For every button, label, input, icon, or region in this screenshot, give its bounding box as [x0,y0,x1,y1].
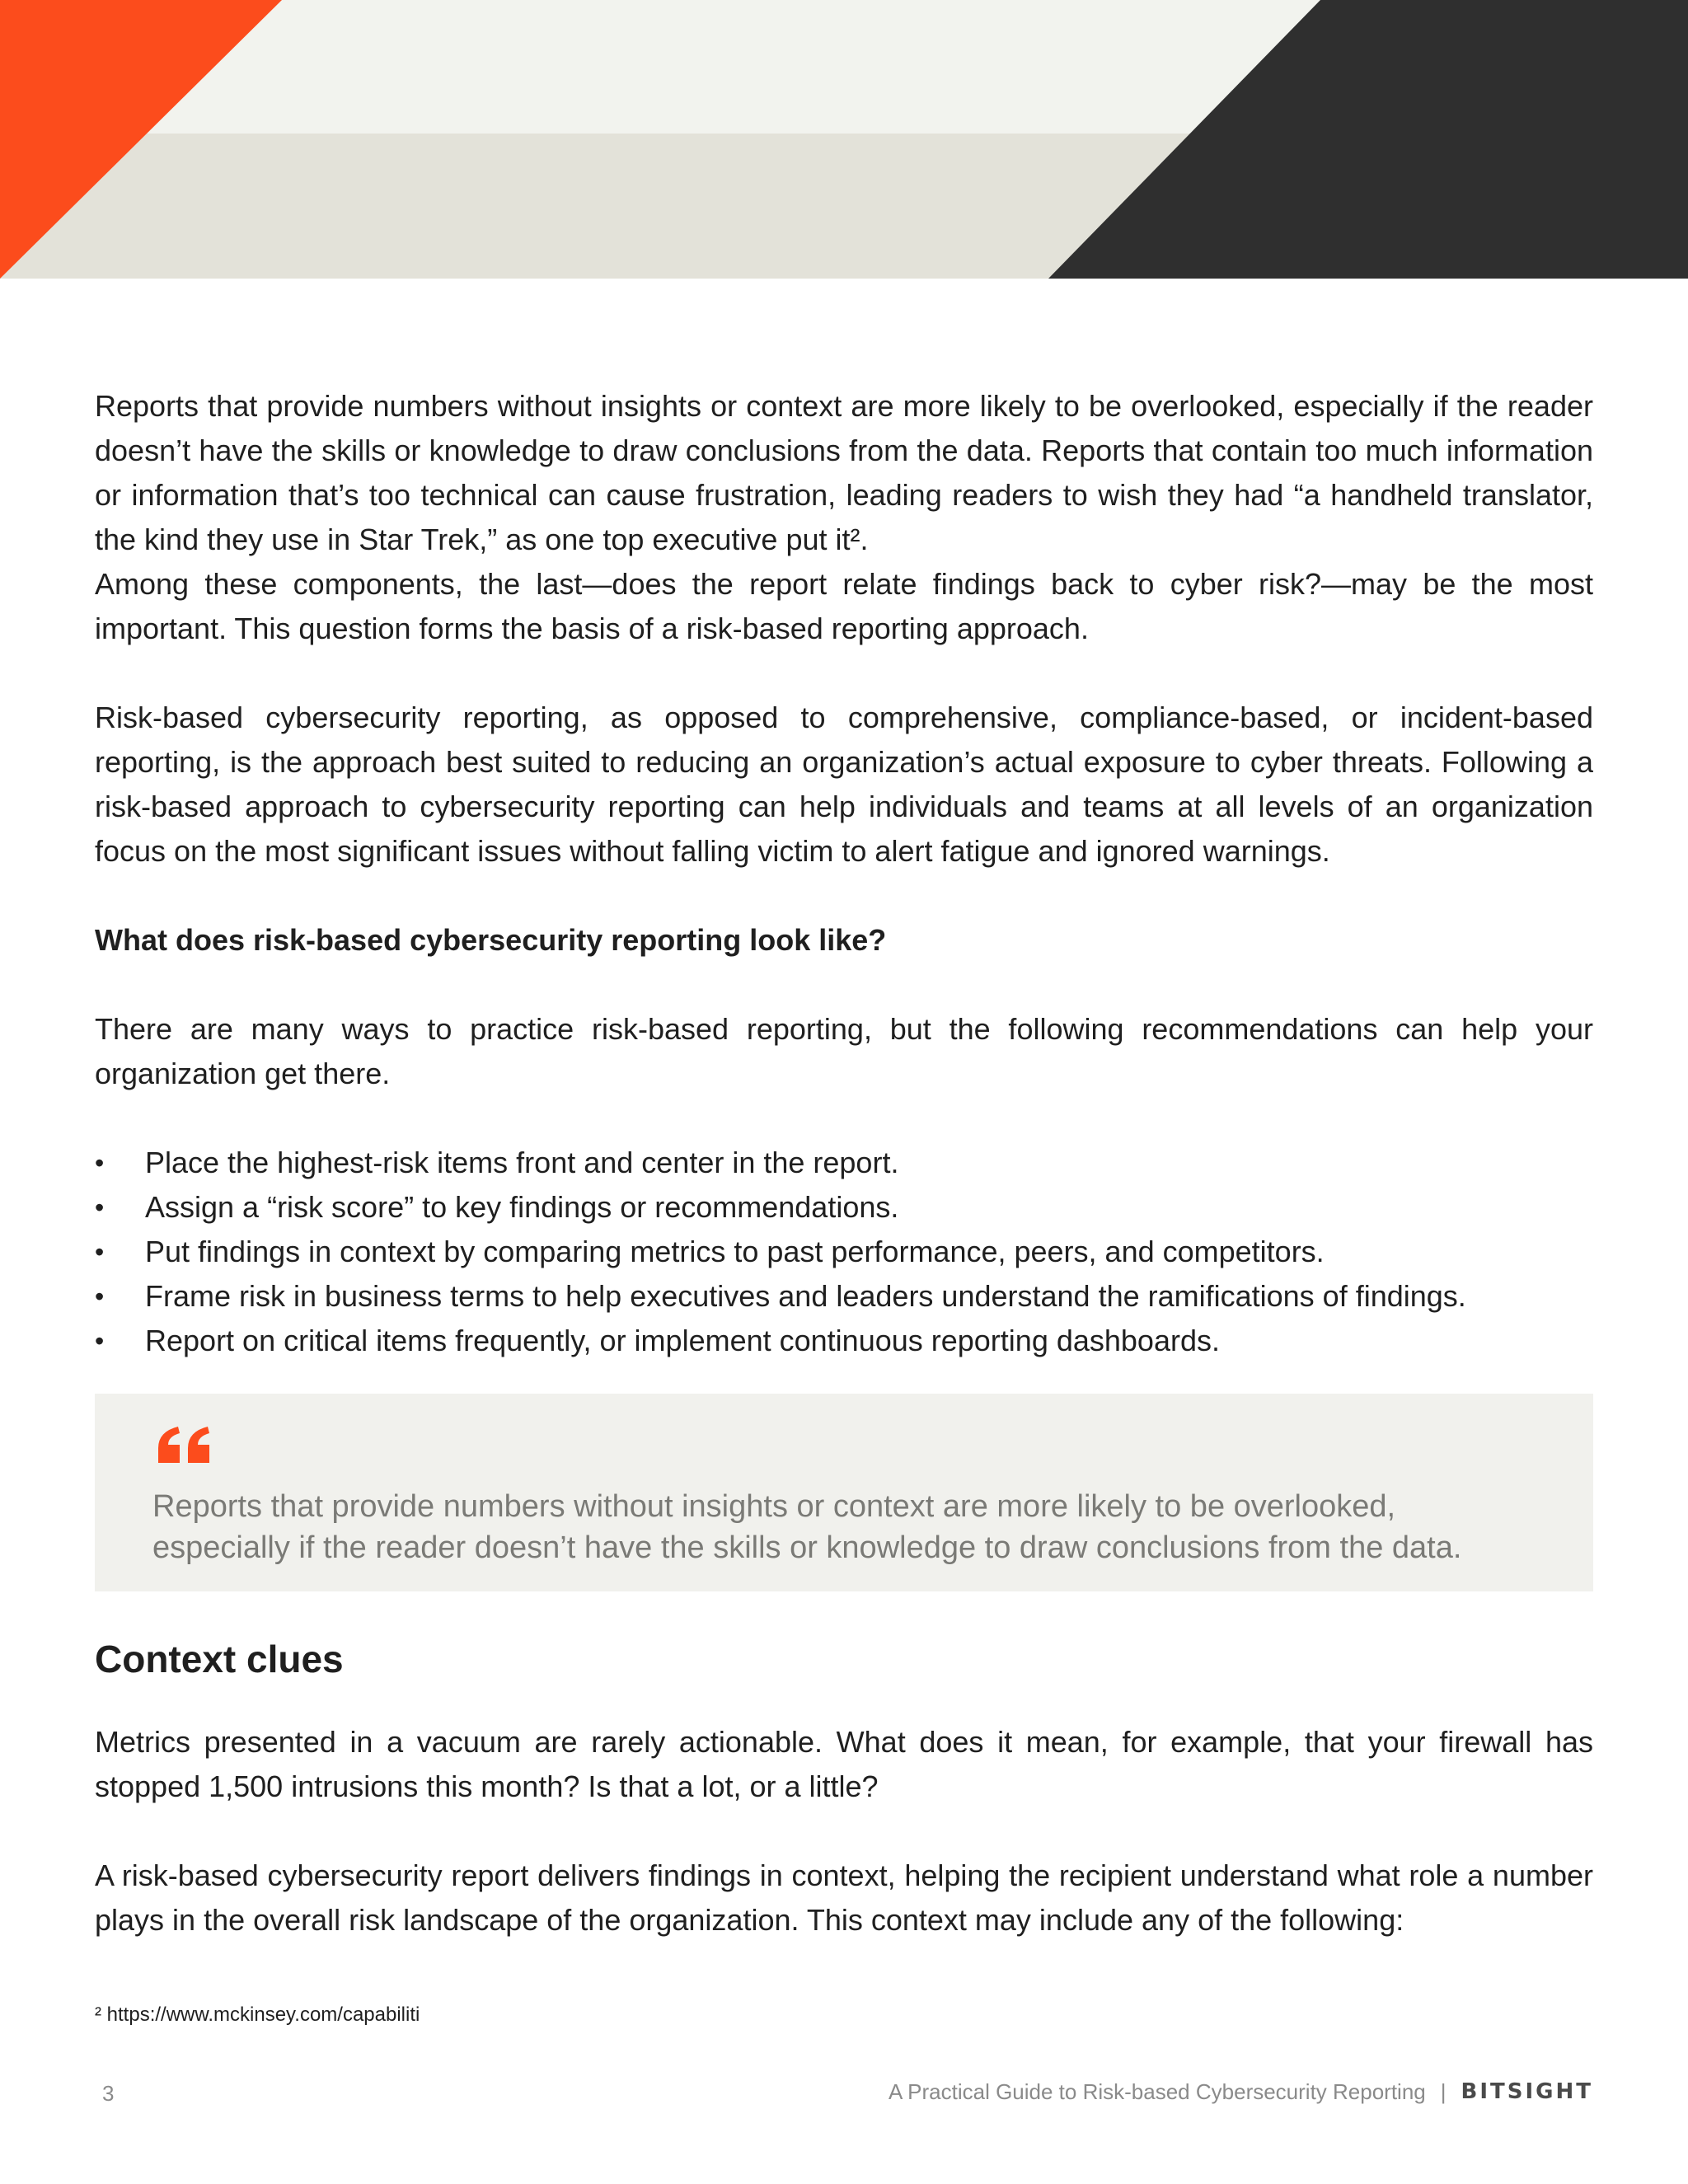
list-item: • Place the highest-risk items front and center in the report. [95,1141,1593,1185]
pull-quote-text: Reports that provide numbers without insights or context are more likely to be overlooked, especially if the reader doesn’t have the skills or knowledge to draw conclusions from the data. [152,1489,1462,1565]
section-subheading: What does risk-based cybersecurity reporting look like? [95,923,887,957]
footer-separator: | [1440,2079,1447,2104]
context-paragraph-1: Metrics presented in a vacuum are rarely actionable. What does it mean, for example, that your firewall has stopped 1,500 intrusions this month? Is that a lot, or a little? [95,1725,1593,1803]
intro-paragraph-1: Reports that provide numbers without insights or context are more likely to be overlooked, especially if the reader doesn’t have the skills or knowledge to draw conclusions from the data. Reports that contain too much information or information that’s too technical can cause frustration, leading readers to wish they had “a handheld translator, the kind they use in Star Trek,” as one top executive put it². [95,389,1593,556]
pull-quote-callout [95,1394,1593,1591]
list-item: • Report on critical items frequently, or implement continuous reporting dashboards. [95,1319,1593,1363]
intro-paragraph-3: Risk-based cybersecurity reporting, as opposed to comprehensive, compliance-based, or incident-based reporting, is the approach best suited to reducing an organization’s actual exposure to cyber threats. Following a risk-based approach to cybersecurity reporting can help individuals and teams at all levels of an organization focus on the most significant issues without falling victim to alert fatigue and ignored warnings. [95,701,1593,868]
main-content [95,384,1593,1943]
header-decorative-band [0,0,1688,279]
list-item: • Put findings in context by comparing metrics to past performance, peers, and competitors. [95,1230,1593,1274]
page-number: 3 [102,2081,115,2106]
footer-doc-title: A Practical Guide to Risk-based Cybersecurity Reporting [889,2079,1426,2104]
recommendations-intro: There are many ways to practice risk-based reporting, but the following recommendations can help your organization get there. [95,1012,1593,1090]
section-title: Context clues [95,1638,344,1680]
footnote: ² https://www.mckinsey.com/capabiliti [95,2004,420,2026]
list-item: • Assign a “risk score” to key findings or recommendations. [95,1185,1593,1230]
footer [889,2079,1593,2104]
recommendations-list [95,1141,1593,1363]
bitsight-logo: BITSIGHT [1461,2079,1593,2104]
quote-mark-icon [157,1427,214,1463]
context-paragraph-2: A risk-based cybersecurity report delivers findings in context, helping the recipient understand what role a number plays in the overall risk landscape of the organization. This context may include any of the following: [95,1858,1593,1937]
list-item: • Frame risk in business terms to help executives and leaders understand the ramifications of findings. [95,1274,1593,1319]
intro-paragraph-2: Among these components, the last—does the report relate findings back to cyber risk?—may be the most important. This question forms the basis of a risk-based reporting approach. [95,567,1593,645]
